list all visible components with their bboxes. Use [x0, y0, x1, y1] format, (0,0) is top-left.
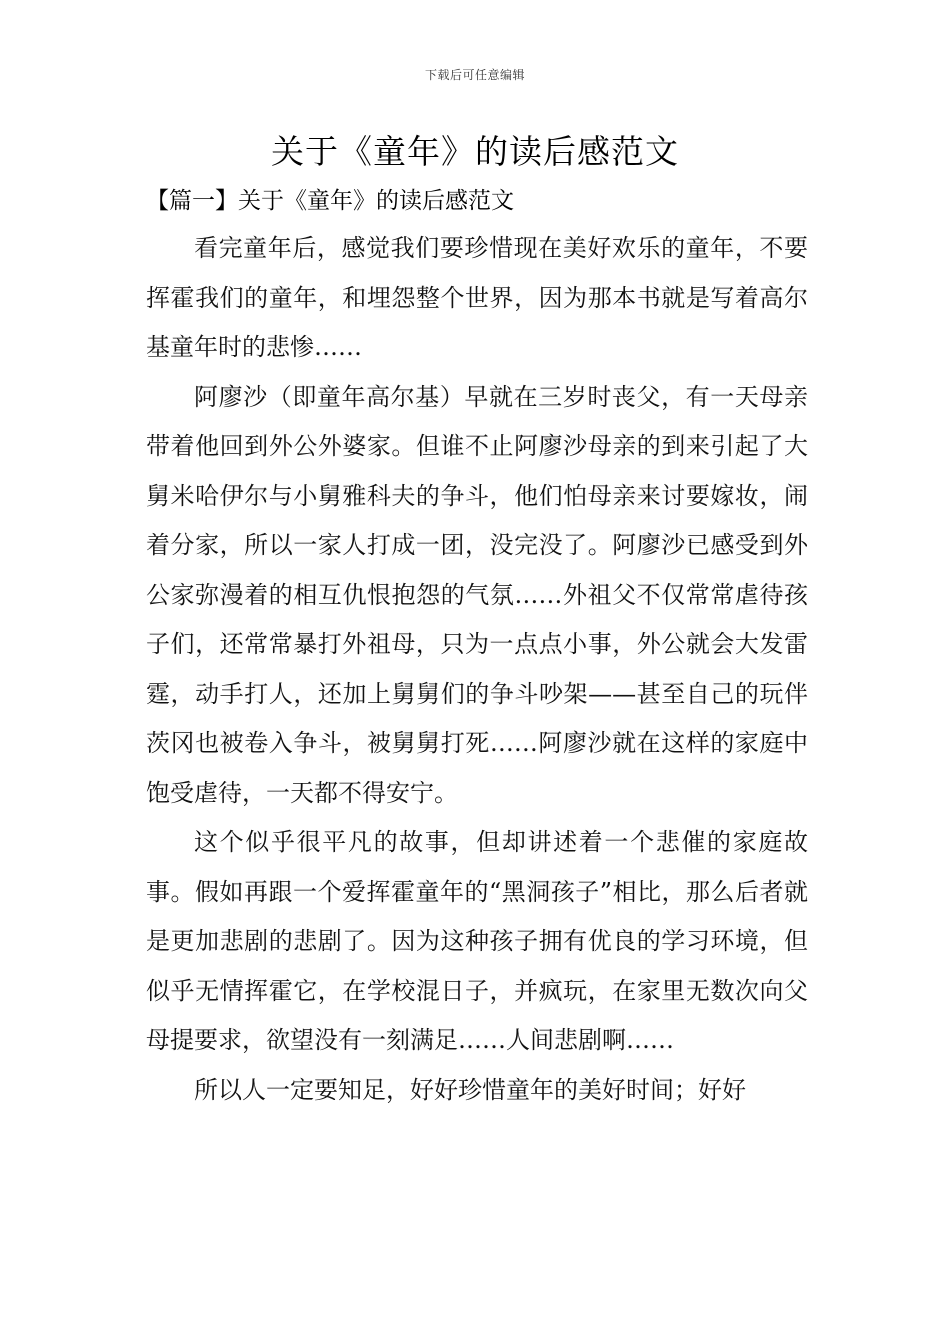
document-title: 关于《童年》的读后感范文 — [271, 132, 679, 171]
header-note: 下载后可任意编辑 — [424, 68, 525, 82]
paragraph: 阿廖沙（即童年高尔基）早就在三岁时丧父，有一天母亲带着他回到外公外婆家。但谁不止阿廖沙母亲的到来引起了大舅米哈伊尔与小舅雅科夫的争斗，他们怕母亲来讨要嫁妆，闹着分家，所以一家人打成一团，没完没了。阿廖沙已感受到外公家弥漫着的相互仇恨抱怨的气氛……外祖父不仅常常虐待孩子们，还常常暴打外祖母，只为一点点小事，外公就会大发雷霆，动手打人，还加上舅舅们的争斗吵架——甚至自己的玩伴茨冈也被卷入争斗，被舅舅打死……阿廖沙就在这样的家庭中饱受虐待，一天都不得安宁。 — [146, 382, 808, 807]
document-body — [146, 224, 808, 1115]
paragraph: 这个似乎很平凡的故事，但却讲述着一个悲催的家庭故事。假如再跟一个爱挥霍童年的“黑洞孩子”相比，那么后者就是更加悲剧的悲剧了。因为这种孩子拥有优良的学习环境，但似乎无情挥霍它，在学校混日子，并疯玩，在家里无数次向父母提要求，欲望没有一刻满足……人间悲剧啊…… — [146, 828, 808, 1054]
paragraph: 所以人一定要知足，好好珍惜童年的美好时间；好好 — [194, 1075, 746, 1104]
section-heading: 【篇一】关于《童年》的读后感范文 — [146, 188, 514, 214]
paragraph: 看完童年后，感觉我们要珍惜现在美好欢乐的童年，不要挥霍我们的童年，和埋怨整个世界，因为那本书就是写着高尔基童年时的悲惨…… — [146, 234, 808, 361]
